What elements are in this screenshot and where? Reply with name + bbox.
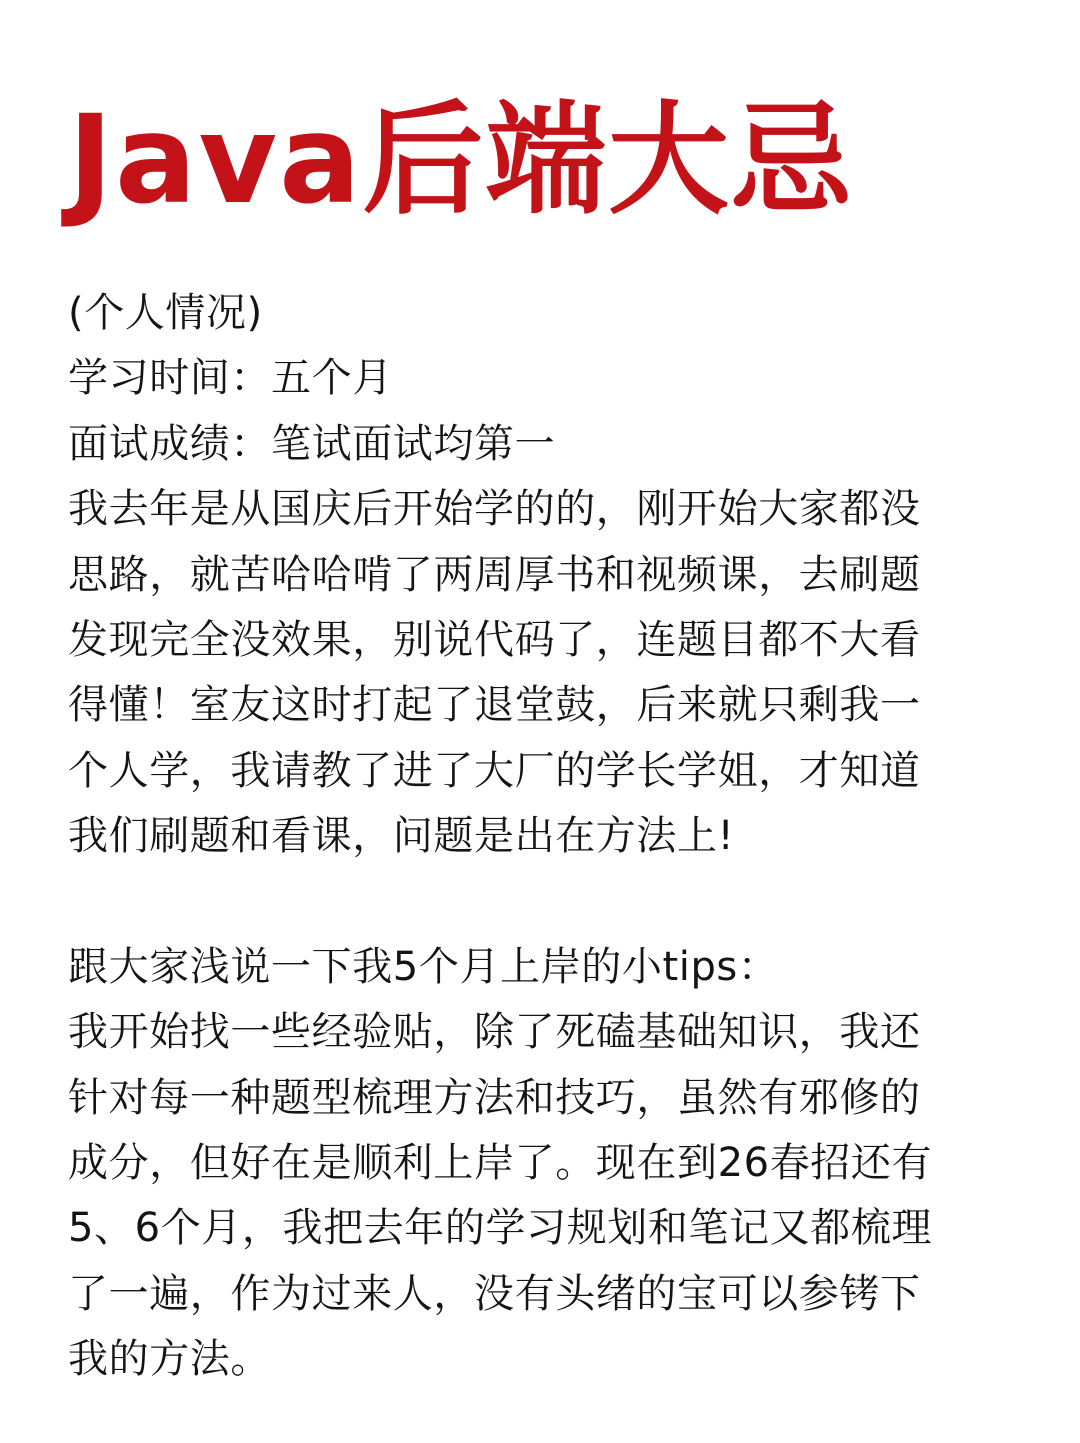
interview-result: 面试成绩：笔试面试均第一: [68, 420, 556, 467]
paragraph-2-line-4: 5、6个月，我把去年的学习规划和笔记又都梳理: [68, 1205, 933, 1252]
paragraph-1-line-6: 我们刷题和看课，问题是出在方法上!: [68, 813, 735, 860]
study-time: 学习时间：五个月: [68, 355, 393, 402]
paragraph-2-line-2: 针对每一种题型梳理方法和技巧，虽然有邪修的: [68, 1074, 921, 1121]
paragraph-2-line-1: 我开始找一些经验贴，除了死磕基础知识，我还: [68, 1009, 921, 1056]
paragraph-2-line-5: 了一遍，作为过来人，没有头绪的宝可以参铐下: [68, 1270, 921, 1317]
paragraph-1-line-2: 思路，就苦哈哈啃了两周厚书和视频课，去刷题: [68, 551, 921, 598]
paragraph-2-line-6: 我的方法。: [68, 1336, 271, 1383]
page-title: Java后端大忌: [68, 89, 854, 232]
post-content: [68, 281, 1020, 1393]
paragraph-1-line-1: 我去年是从国庆后开始学的的，刚开始大家都没: [68, 486, 921, 533]
tips-heading: 跟大家浅说一下我5个月上岸的小tips：: [68, 943, 779, 990]
profile-heading: (个人情况): [68, 290, 263, 336]
paragraph-1-line-3: 发现完全没效果，别说代码了，连题目都不大看: [68, 616, 921, 663]
paragraph-1-line-5: 个人学，我请教了进了大厂的学长学姐，才知道: [68, 747, 921, 794]
paragraph-spacer: [68, 870, 1020, 935]
paragraph-1-line-4: 得懂！室友这时打起了退堂鼓，后来就只剩我一: [68, 682, 921, 729]
paragraph-2-line-3: 成分，但好在是顺利上岸了。现在到26春招还有: [68, 1140, 933, 1187]
